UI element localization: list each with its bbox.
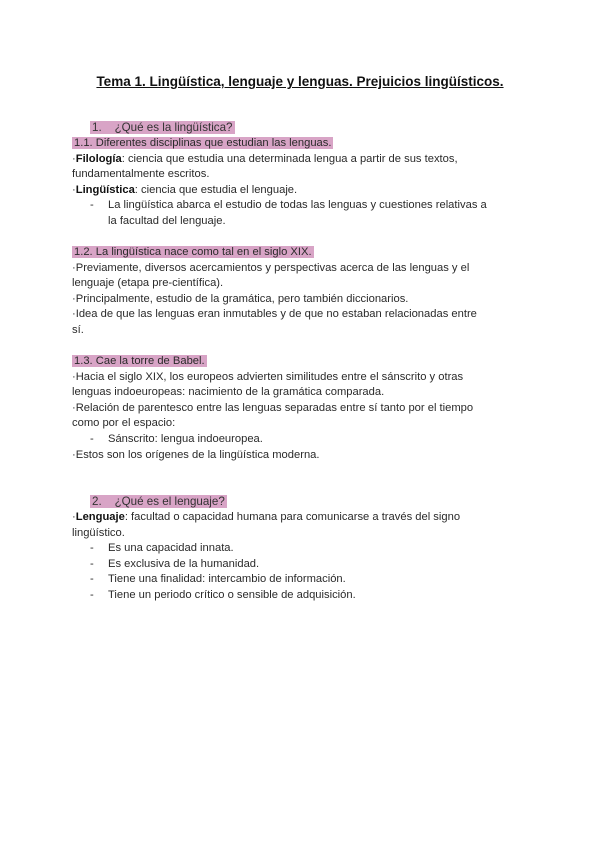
lenguaje-term: Lenguaje — [75, 511, 125, 523]
section-2-body — [72, 510, 532, 604]
list-item-text: La lingüística abarca el estudio de todas las lenguas y cuestiones relativas a — [108, 199, 487, 212]
subsection-1-2-heading: 1.2. La lingüística nace como tal en el siglo XIX. — [74, 246, 312, 258]
paragraph-line: ·Estos son los orígenes de la lingüística moderna. — [72, 448, 320, 461]
list-item-continuation: la facultad del lenguaje. — [108, 214, 226, 227]
filologia-definition: : ciencia que estudia una determinada lengua a partir de sus textos, — [121, 152, 458, 165]
filologia-term: Filología — [75, 152, 122, 165]
paragraph-line: ·Principalmente, estudio de la gramática, pero también diccionarios. — [72, 292, 409, 305]
subsection-1-3-heading: 1.3. Cae la torre de Babel. — [74, 355, 205, 367]
middot: · — [72, 183, 76, 196]
list-item-text: Es una capacidad innata. — [108, 542, 234, 555]
paragraph-line: lenguaje (etapa pre-científica). — [72, 277, 224, 290]
paragraph-line: ·Hacia el siglo XIX, los europeos advierten similitudes entre el sánscrito y otras — [72, 370, 464, 383]
list-item — [72, 588, 532, 604]
subsection-1-2 — [72, 245, 532, 339]
bullet-dash: - — [90, 542, 94, 555]
paragraph-line: como por el espacio: — [72, 417, 176, 430]
subsection-1-3 — [72, 354, 532, 463]
section-1-heading-block — [72, 120, 532, 137]
list-item — [72, 541, 532, 557]
section-2-number: 2. — [92, 495, 102, 508]
middot: · — [72, 511, 76, 523]
paragraph-line: sí. — [72, 323, 84, 336]
section-1-title: ¿Qué es la lingüística? — [114, 121, 233, 134]
list-item — [72, 432, 532, 448]
lenguaje-line-2: lingüístico. — [72, 526, 125, 539]
filologia-line-2: fundamentalmente escritos. — [72, 168, 210, 181]
section-1-heading — [90, 121, 235, 134]
lenguaje-line — [72, 510, 532, 526]
list-item-text: Tiene una finalidad: intercambio de información. — [108, 573, 346, 586]
document-title: Tema 1. Lingüística, lenguaje y lenguas. Prejuicios lingüísticos. — [96, 74, 504, 89]
bullet-dash: - — [90, 199, 94, 212]
bullet-dash: - — [90, 557, 94, 570]
section-2-title: ¿Qué es el lenguaje? — [114, 495, 225, 508]
paragraph-line: lenguas indoeuropeas: nacimiento de la gramática comparada. — [72, 386, 385, 399]
section-2-heading-block — [72, 494, 532, 511]
list-item — [72, 557, 532, 573]
bullet-dash: - — [90, 573, 94, 586]
linguistica-line — [72, 183, 532, 199]
lenguaje-definition: : facultad o capacidad humana para comunicarse a través del signo — [124, 511, 461, 523]
filologia-line — [72, 152, 532, 168]
list-item-text: Es exclusiva de la humanidad. — [108, 557, 260, 570]
bullet-dash: - — [90, 432, 94, 445]
subsection-1-1 — [72, 136, 532, 230]
list-item — [72, 198, 532, 214]
list-item-text: Tiene un periodo crítico o sensible de adquisición. — [108, 588, 356, 601]
paragraph-line: ·Idea de que las lenguas eran inmutables y de que no estaban relacionadas entre — [72, 308, 477, 321]
paragraph-line: ·Relación de parentesco entre las lenguas separadas entre sí tanto por el tiempo — [72, 401, 474, 414]
linguistica-term: Lingüística — [75, 183, 135, 196]
linguistica-definition: : ciencia que estudia el lenguaje. — [134, 183, 298, 196]
list-item-text: Sánscrito: lengua indoeuropea. — [108, 432, 263, 445]
subsection-1-1-heading: 1.1. Diferentes disciplinas que estudian las lenguas. — [74, 137, 332, 149]
bullet-dash: - — [90, 588, 94, 601]
section-1-number: 1. — [92, 121, 102, 134]
section-2-heading — [90, 495, 227, 508]
middot: · — [72, 152, 76, 165]
paragraph-line: ·Previamente, diversos acercamientos y perspectivas acerca de las lenguas y el — [72, 261, 470, 274]
list-item — [72, 572, 532, 588]
